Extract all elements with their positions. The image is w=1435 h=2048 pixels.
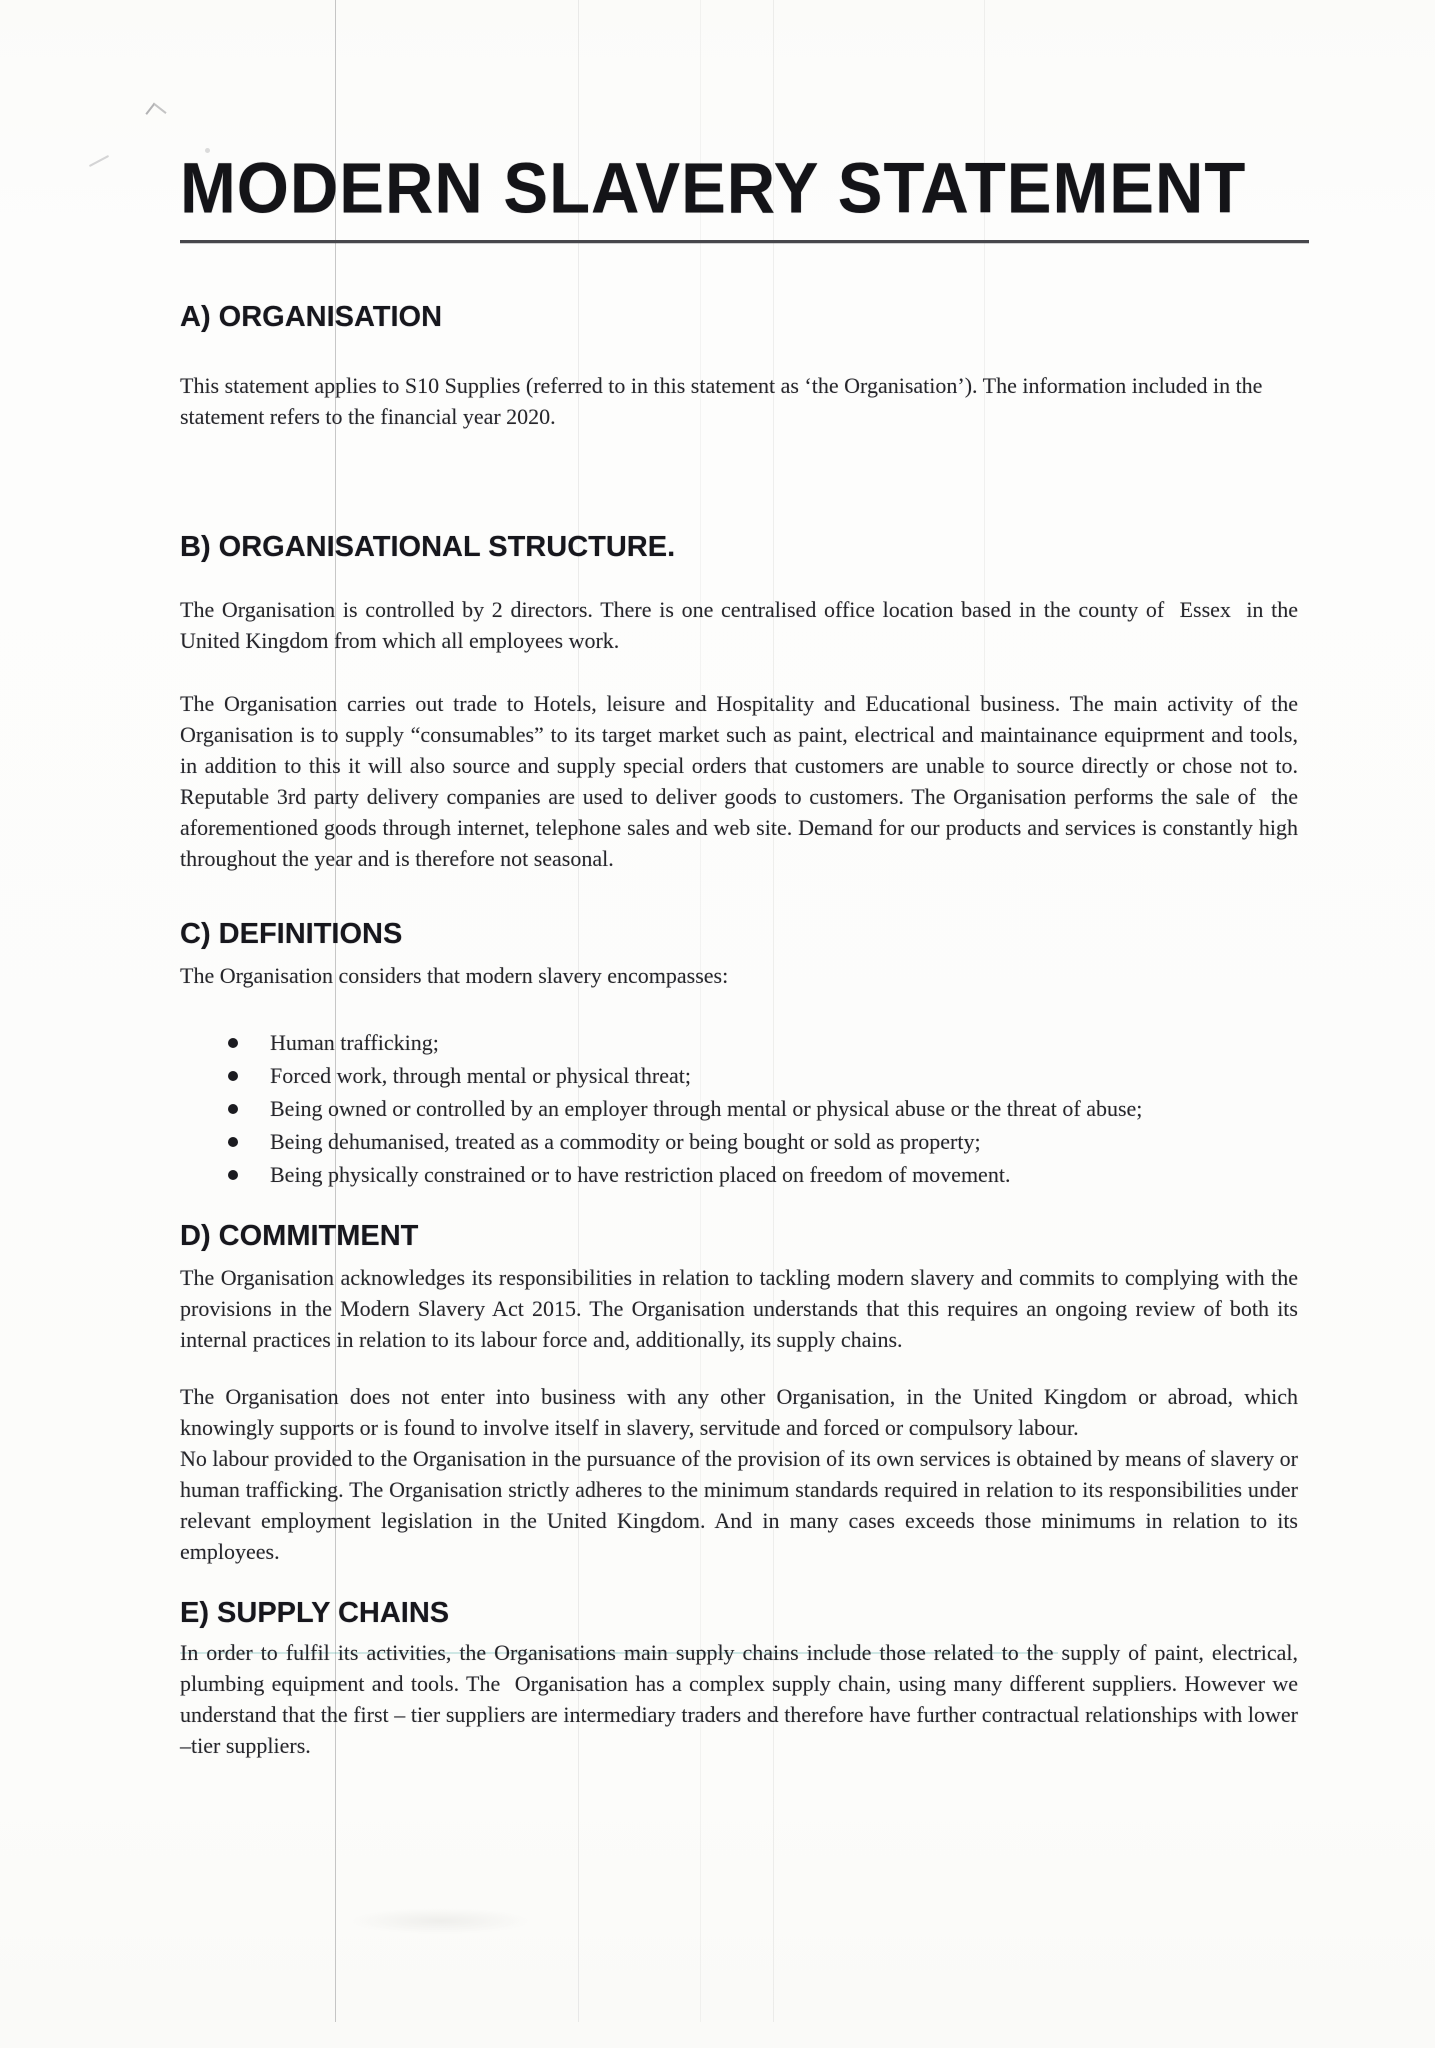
bullet-item: Being physically constrained or to have restriction placed on freedom of movement. bbox=[180, 1158, 1298, 1191]
pencil-mark bbox=[89, 155, 109, 167]
paragraph-commitment-3: No labour provided to the Organisation in the pursuance of the provision of its own services is obtained by means of slavery or human trafficking. The Organisation strictly adheres to the minimum standards required in relation to its responsibilities under relevant employment legislation in the United Kingdom. And in many cases exceeds those minimums in relation to its employees. bbox=[180, 1446, 1304, 1564]
bullet-item: Forced work, through mental or physical threat; bbox=[180, 1059, 1298, 1092]
paragraph-definitions-intro: The Organisation considers that modern slavery encompasses: bbox=[180, 963, 729, 988]
paragraph-structure-1: The Organisation is controlled by 2 directors. There is one centralised office location based in the county of Essex in the United Kingdom from which all employees work. bbox=[180, 597, 1304, 653]
scan-smudge bbox=[350, 1908, 530, 1934]
pencil-mark bbox=[145, 103, 166, 124]
document-content bbox=[180, 0, 1304, 1761]
title-underline bbox=[180, 240, 1309, 243]
section-heading-definitions: C) DEFINITIONS bbox=[180, 918, 403, 950]
section-heading-organisational-structure: B) ORGANISATIONAL STRUCTURE. bbox=[180, 531, 676, 563]
paragraph-commitment-1: The Organisation acknowledges its responsibilities in relation to tackling modern slavery and commits to complying with the provisions in the Modern Slavery Act 2015. The Organisation understands that this requires an ongoing review of both its internal practices in relation to its labour force and, additionally, its supply chains. bbox=[180, 1265, 1304, 1352]
bullet-item: Human trafficking; bbox=[180, 1026, 1298, 1059]
paragraph-commitment-2: The Organisation does not enter into business with any other Organisation, in the United Kingdom or abroad, which knowingly supports or is found to involve itself in slavery, servitude and forced or compulsory labour. bbox=[180, 1384, 1304, 1440]
paragraph-supply-chains: In order to fulfil its activities, the Organisations main supply chains include those related to the supply of paint, electrical, plumbing equipment and tools. The Organisation has a complex supply chain, using many different suppliers. However we understand that the first – tier suppliers are intermediary traders and therefore have further contractual relationships with lower –tier suppliers. bbox=[180, 1640, 1304, 1758]
paragraph-structure-2: The Organisation carries out trade to Hotels, leisure and Hospitality and Educational business. The main activity of the Organisation is to supply “consumables” to its target market such as paint, electrical and maintainance equiprment and tools, in addition to this it will also source and supply special orders that customers are unable to source directly or chose not to. Reputable 3rd party delivery companies are used to deliver goods to customers. The Organisation performs the sale of the aforementioned goods through internet, telephone sales and web site. Demand for our products and services is constantly high throughout the year and is therefore not seasonal. bbox=[180, 691, 1304, 871]
definitions-bullet-list bbox=[180, 1026, 1298, 1191]
bullet-item: Being dehumanised, treated as a commodity or being bought or sold as property; bbox=[180, 1125, 1298, 1158]
bullet-item: Being owned or controlled by an employer through mental or physical abuse or the threat of abuse; bbox=[180, 1092, 1298, 1125]
document-title: MODERN SLAVERY STATEMENT bbox=[180, 148, 1247, 229]
paragraph-organisation: This statement applies to S10 Supplies (referred to in this statement as ‘the Organisation’). The information included in the statement refers to the financial year 2020. bbox=[180, 373, 1268, 429]
section-heading-commitment: D) COMMITMENT bbox=[180, 1220, 419, 1252]
section-heading-organisation: A) ORGANISATION bbox=[180, 301, 443, 333]
section-heading-supply-chains: E) SUPPLY CHAINS bbox=[180, 1597, 450, 1629]
